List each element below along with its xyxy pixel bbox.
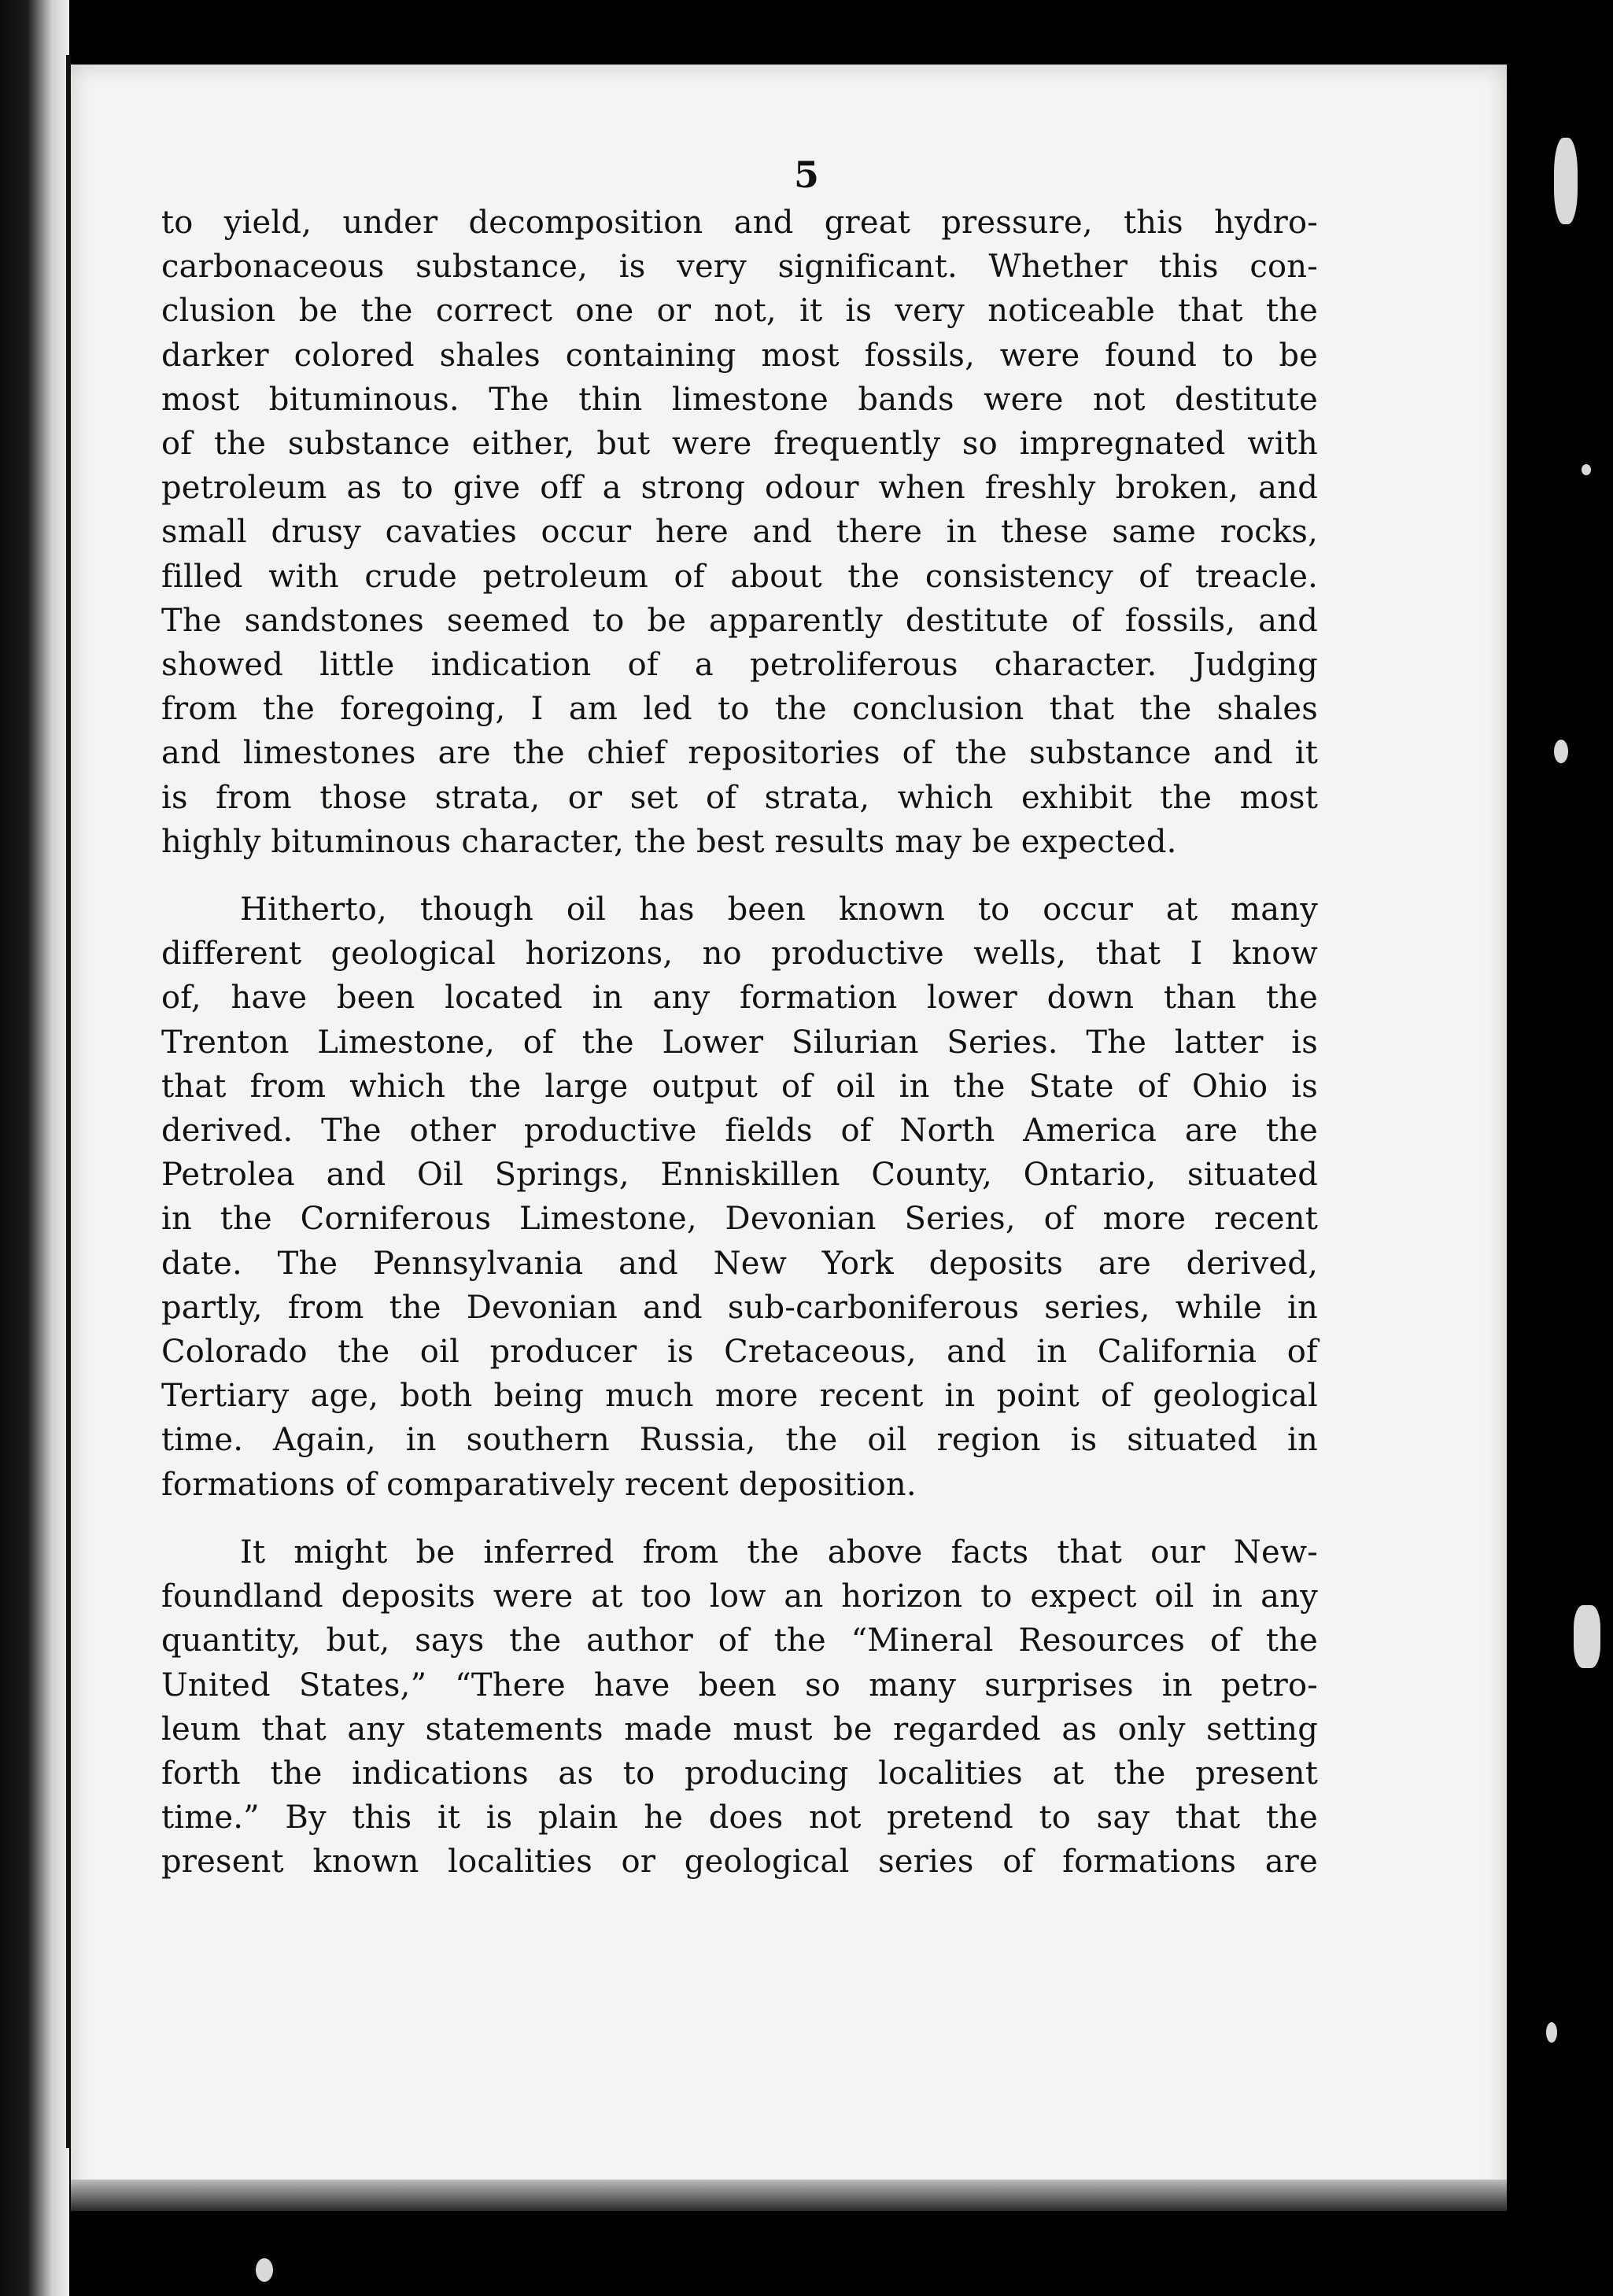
scan-speck <box>256 2258 273 2282</box>
text-line: highly bituminous character, the best results may be expected. <box>161 823 1177 860</box>
paragraph-3 <box>161 1530 1318 1884</box>
text-line: Petrolea and Oil Springs, Enniskillen County, Ontario, situated <box>161 1157 1318 1194</box>
text-line: Trenton Limestone, of the Lower Silurian Series. The latter is <box>161 1024 1318 1061</box>
text-line: showed little indication of a petroliferous character. Judging <box>161 647 1318 684</box>
paragraph-1 <box>161 201 1318 864</box>
paragraph-gap <box>161 864 1318 888</box>
text-line: Colorado the oil producer is Cretaceous, and in California of <box>161 1334 1318 1371</box>
facing-page-edge <box>0 0 69 2296</box>
text-line: from the foregoing, I am led to the conclusion that the shales <box>161 691 1318 728</box>
text-line: different geological horizons, no productive wells, that I know <box>161 936 1318 973</box>
scan-speck <box>1546 2022 1557 2043</box>
scan-speck <box>1582 464 1591 475</box>
text-line: partly, from the Devonian and sub-carboniferous series, while in <box>161 1289 1318 1326</box>
text-line: clusion be the correct one or not, it is very noticeable that the <box>161 293 1318 330</box>
text-line: forth the indications as to producing localities at the present <box>161 1755 1318 1792</box>
text-line: is from those strata, or set of strata, which exhibit the most <box>161 779 1318 816</box>
text-line: of the substance either, but were frequently so impregnated with <box>161 426 1318 463</box>
text-line: time.” By this it is plain he does not pretend to say that the <box>161 1800 1318 1836</box>
text-line: date. The Pennsylvania and New York deposits are derived, <box>161 1245 1318 1282</box>
text-line: time. Again, in southern Russia, the oil region is situated in <box>161 1422 1318 1459</box>
text-line: most bituminous. The thin limestone bands were not destitute <box>161 381 1318 418</box>
text-line: United States,” “There have been so many surprises in petro- <box>161 1667 1318 1704</box>
text-line: present known localities or geological series of formations are <box>161 1844 1318 1881</box>
text-line: The sandstones seemed to be apparently destitute of fossils, and <box>161 602 1318 639</box>
text-line: formations of comparatively recent deposition. <box>161 1466 917 1503</box>
text-line: Hitherto, though oil has been known to occur at many <box>240 891 1318 928</box>
page-bottom-edge <box>71 2180 1507 2211</box>
scan-speck <box>1554 740 1568 763</box>
paragraph-gap <box>161 1507 1318 1530</box>
text-line: Tertiary age, both being much more recent in point of geological <box>161 1378 1318 1415</box>
text-line: small drusy cavaties occur here and there in these same rocks, <box>161 514 1318 551</box>
body-text <box>161 201 1318 1884</box>
text-line: It might be inferred from the above facts that our New- <box>240 1534 1318 1571</box>
text-line: carbonaceous substance, is very significant. Whether this con- <box>161 249 1318 286</box>
text-line: derived. The other productive fields of North America are the <box>161 1113 1318 1150</box>
text-line: that from which the large output of oil in the State of Ohio is <box>161 1068 1318 1105</box>
text-line: and limestones are the chief repositories of the substance and it <box>161 735 1318 772</box>
text-line: filled with crude petroleum of about the consistency of treacle. <box>161 558 1318 595</box>
text-line: in the Corniferous Limestone, Devonian Series, of more recent <box>161 1201 1318 1238</box>
text-line: foundland deposits were at too low an horizon to expect oil in any <box>161 1578 1318 1615</box>
text-line: leum that any statements made must be regarded as only setting <box>161 1711 1318 1748</box>
text-line: petroleum as to give off a strong odour when freshly broken, and <box>161 470 1318 507</box>
text-line: of, have been located in any formation lower down than the <box>161 980 1318 1017</box>
text-line: darker colored shales containing most fossils, were found to be <box>161 337 1318 374</box>
page-number: 5 <box>793 153 819 196</box>
text-line: quantity, but, says the author of the “Mineral Resources of the <box>161 1622 1318 1659</box>
scan-speck <box>1574 1605 1600 1668</box>
text-line: to yield, under decomposition and great pressure, this hydro- <box>161 205 1318 241</box>
paragraph-2 <box>161 888 1318 1507</box>
